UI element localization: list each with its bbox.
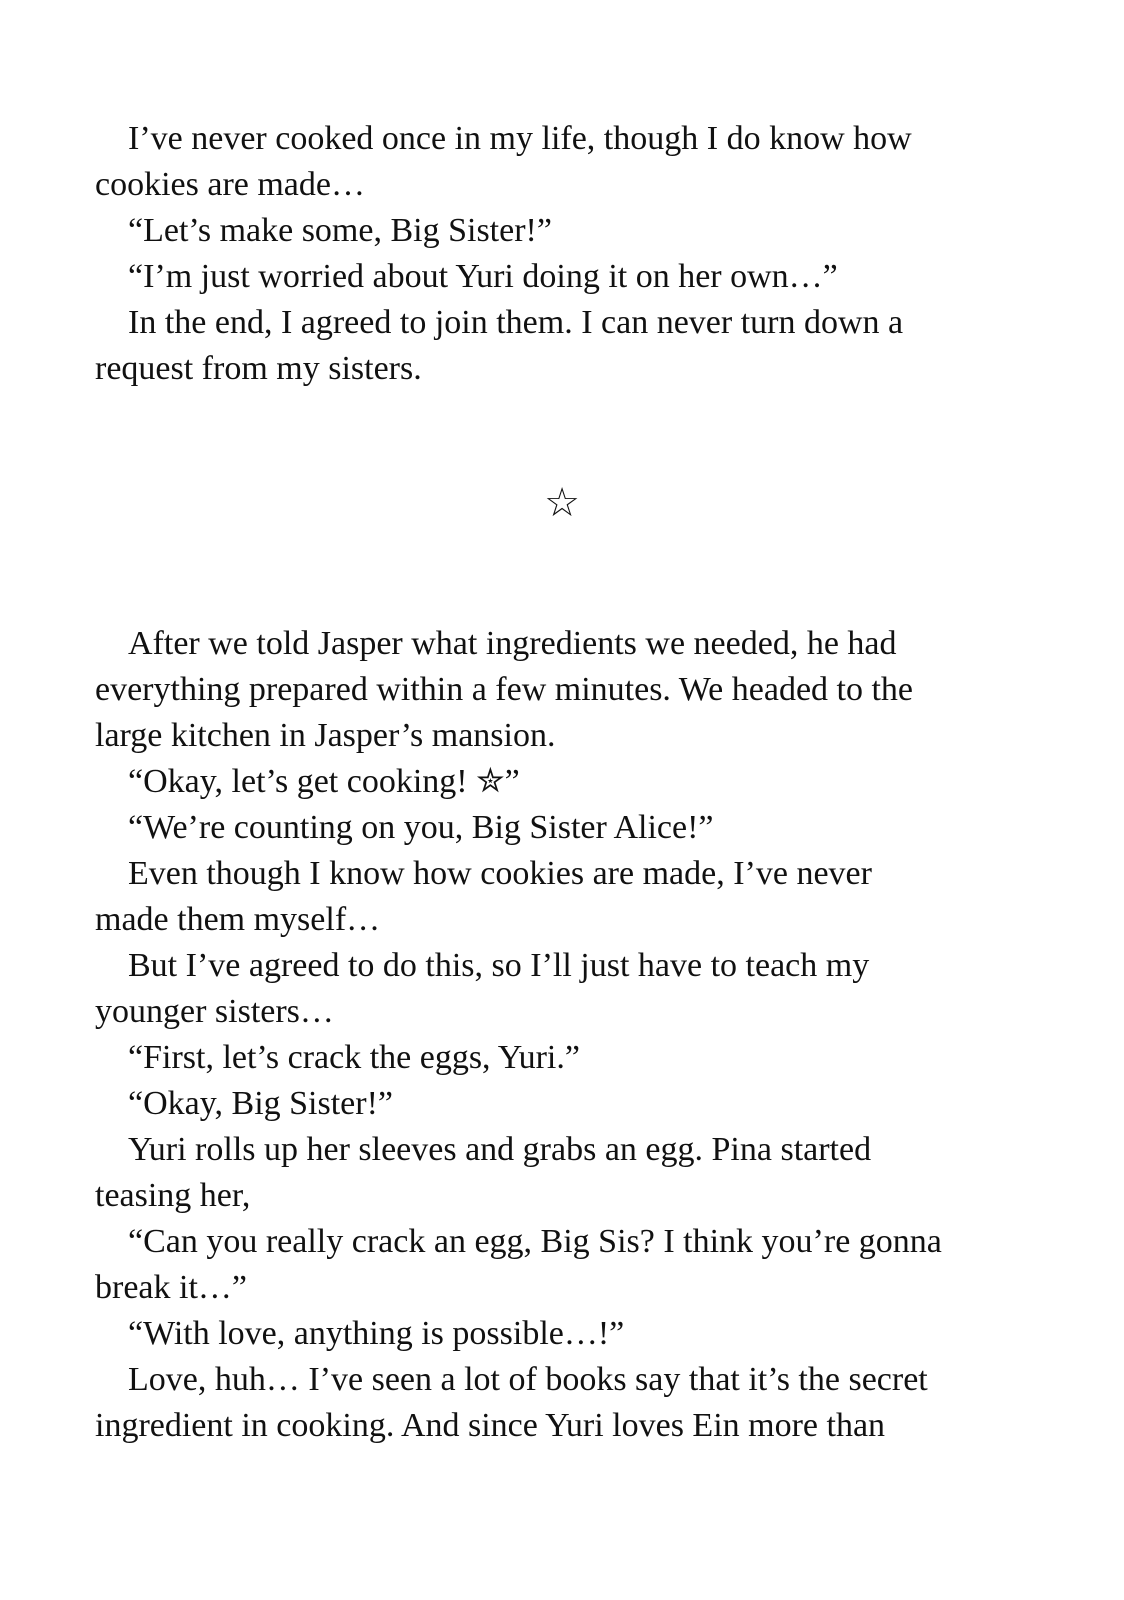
text-line: cookies are made…: [95, 166, 365, 203]
text-line: In the end, I agreed to join them. I can never turn down a: [128, 304, 904, 341]
text-line: “Okay, let’s get cooking! ✮”: [128, 763, 520, 800]
text-line: Love, huh… I’ve seen a lot of books say that it’s the secret: [128, 1361, 928, 1398]
text-line: I’ve never cooked once in my life, though I do know how: [128, 120, 912, 157]
text-line: younger sisters…: [95, 993, 334, 1030]
paragraph: [95, 254, 995, 300]
paragraph: [95, 1127, 995, 1219]
text-line: “With love, anything is possible…!”: [128, 1315, 625, 1352]
paragraph: [95, 1081, 995, 1127]
text-line: “Let’s make some, Big Sister!”: [128, 212, 552, 249]
text-line: But I’ve agreed to do this, so I’ll just have to teach my: [128, 947, 870, 984]
text-line: “First, let’s crack the eggs, Yuri.”: [128, 1039, 580, 1076]
text-line: “We’re counting on you, Big Sister Alice!”: [128, 809, 714, 846]
paragraph: [95, 300, 995, 392]
text-line: request from my sisters.: [95, 350, 422, 387]
text-line: made them myself…: [95, 901, 381, 938]
paragraph: [95, 1311, 995, 1357]
section-two-text: [95, 621, 995, 1449]
text-line: “Can you really crack an egg, Big Sis? I think you’re gonna: [128, 1223, 942, 1260]
paragraph: [95, 851, 995, 943]
text-line: large kitchen in Jasper’s mansion.: [95, 717, 556, 754]
paragraph: [95, 943, 995, 1035]
section-one-text: [95, 116, 995, 392]
paragraph: [95, 116, 995, 208]
paragraph: [95, 1357, 995, 1449]
star-outline-icon: ☆: [544, 480, 580, 526]
paragraph: [95, 759, 995, 805]
text-line: Even though I know how cookies are made, I’ve never: [128, 855, 872, 892]
text-line: break it…”: [95, 1269, 247, 1306]
text-line: everything prepared within a few minutes. We headed to the: [95, 671, 914, 708]
scene-break: [0, 478, 1124, 528]
paragraph: [95, 805, 995, 851]
text-line: “I’m just worried about Yuri doing it on her own…”: [128, 258, 838, 295]
text-line: teasing her,: [95, 1177, 251, 1214]
text-line: Yuri rolls up her sleeves and grabs an egg. Pina started: [128, 1131, 872, 1168]
paragraph: [95, 208, 995, 254]
paragraph: [95, 1219, 995, 1311]
paragraph: [95, 1035, 995, 1081]
text-line: “Okay, Big Sister!”: [128, 1085, 394, 1122]
paragraph: [95, 621, 995, 759]
text-line: ingredient in cooking. And since Yuri loves Ein more than: [95, 1407, 886, 1444]
text-line: After we told Jasper what ingredients we needed, he had: [128, 625, 897, 662]
